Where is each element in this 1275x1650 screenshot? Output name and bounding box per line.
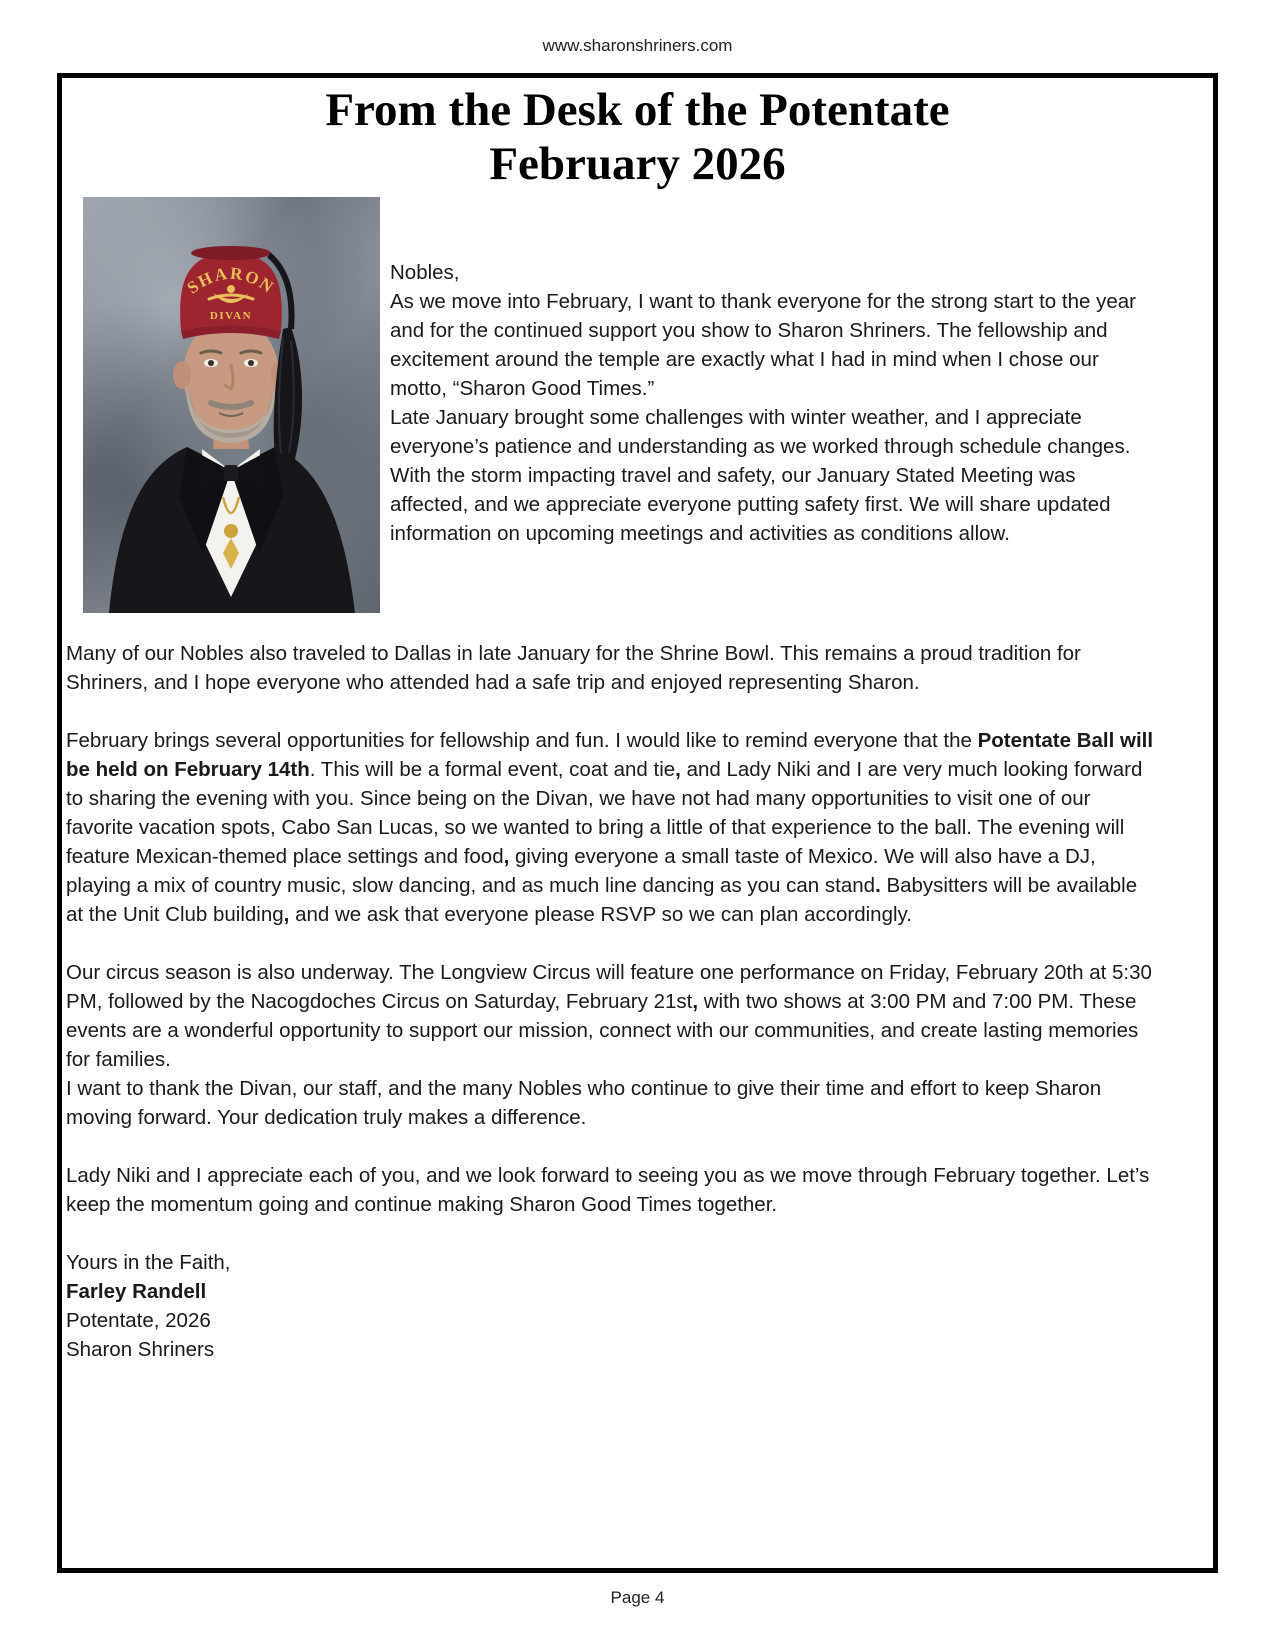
salutation: Nobles, [390,261,460,285]
body-paragraph-4: I want to thank the Divan, our staff, and the many Nobles who continue to give their time and effort to keep Sharon moving forward. Your dedication truly makes a difference. [66,1077,1102,1130]
potentate-photo [83,197,380,613]
letter-body [66,639,1155,1219]
page-number: Page 4 [610,1588,665,1607]
signature-name: Farley Randell [66,1280,207,1304]
signature-title: Potentate, 2026 [66,1309,211,1333]
page-title [62,84,1213,191]
signature-block [66,1248,1155,1364]
body-paragraph-2: February brings several opportunities for fellowship and fun. I would like to remind everyone that the Potentate Ball will be held on February 14th. This will be a formal event, coat and tie, and Lady Niki and I are very much looking forward to sharing the evening with you. Since being on the Divan, we have not had many opportunities to visit one of our favorite vacation spots, Cabo San Lucas, so we wanted to bring a little of that experience to the ball. The evening will feature Mexican-themed place settings and food, giving everyone a small taste of Mexico. We will also have a DJ, playing a mix of country music, slow dancing, and as much line dancing as you can stand. Babysitters will be available at the Unit Club building, and we ask that everyone please RSVP so we can plan accordingly. [66,729,1154,927]
website-url: www.sharonshriners.com [542,36,733,55]
page-title-line1: From the Desk of the Potentate [325,84,950,136]
page-title-line2: February 2026 [489,137,786,190]
letter-box [57,73,1218,1573]
signature-org: Sharon Shriners [66,1338,215,1362]
letter-intro [390,258,1143,611]
body-paragraph-5: Lady Niki and I appreciate each of you, and we look forward to seeing you as we move through February together. Let’s keep the momentum going and continue making Sharon Good Times together. [66,1164,1150,1217]
body-paragraph-3: Our circus season is also underway. The Longview Circus will feature one performance on Friday, February 20th at 5:30 PM, followed by the Nacogdoches Circus on Saturday, February 21st, with two shows at 3:00 PM and 7:00 PM. These events are a wonderful opportunity to support our mission, connect with our communities, and create lasting memories for families. [66,961,1152,1072]
fez-text-top: SHARON [183,263,279,298]
intro-paragraph-2: Late January brought some challenges with winter weather, and I appreciate everyone’s patience and understanding as we worked through schedule changes. With the storm impacting travel and safety, our January Stated Meeting was affected, and we appreciate everyone putting safety first. We will share updated information on upcoming meetings and activities as conditions allow. [390,406,1131,546]
intro-paragraph-1: As we move into February, I want to thank everyone for the strong start to the year and for the continued support you show to Sharon Shriners. The fellowship and excitement around the temple are exactly what I had in mind when I chose our motto, “Sharon Good Times.” [390,290,1136,401]
body-paragraph-1: Many of our Nobles also traveled to Dallas in late January for the Shrine Bowl. This remains a proud tradition for Shriners, and I hope everyone who attended had a safe trip and enjoyed representing Sharon. [66,642,1081,695]
potentate-portrait-illustration [83,197,380,613]
fez-text-bottom: DIVAN [209,310,253,322]
signature-closing: Yours in the Faith, [66,1251,231,1275]
